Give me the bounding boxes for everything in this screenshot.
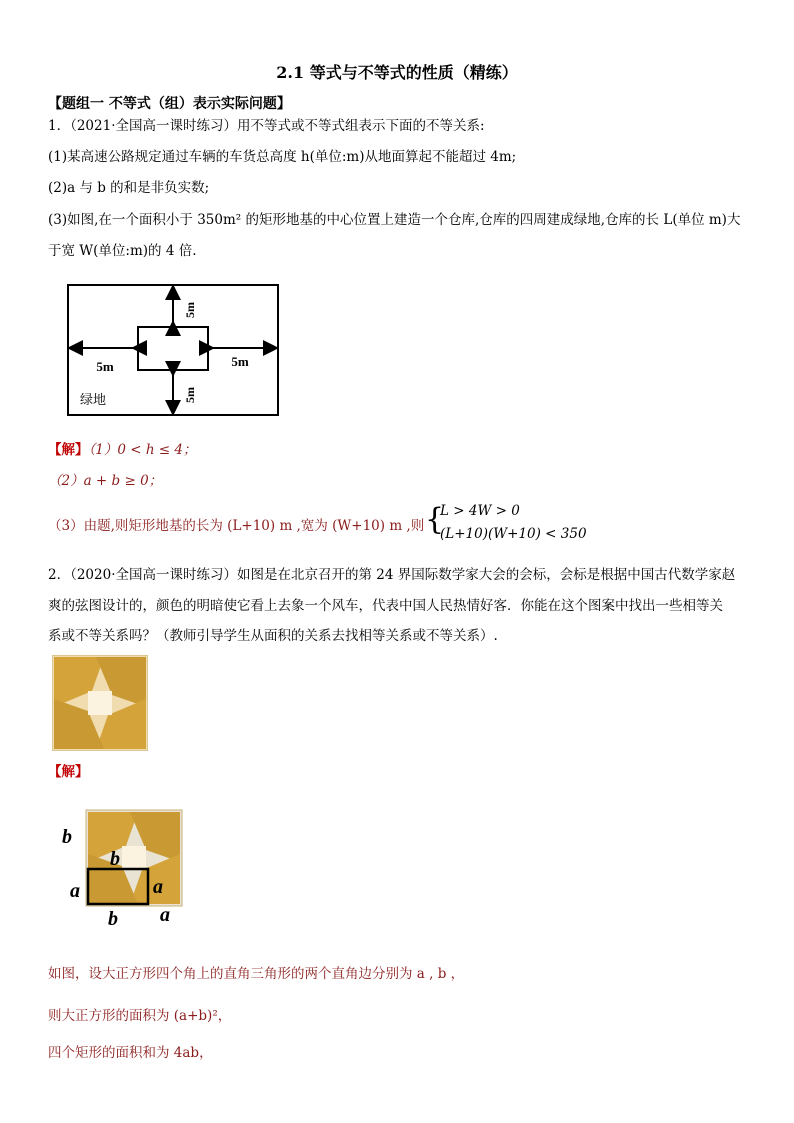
greenland-label: 绿地 <box>80 392 107 407</box>
page-title: 2.1 等式与不等式的性质（精练） <box>276 63 518 82</box>
q2-explanation-1: 如图，设大正方形四个角上的直角三角形的两个直角边分别为 a , b ， <box>48 966 465 982</box>
q1-part1: (1)某高速公路规定通过车辆的车货总高度 h(单位:m)从地面算起不能超过 4m; <box>48 149 517 165</box>
bottom-label: 5m <box>183 387 197 403</box>
q1-solution-tag: 【解】 <box>48 442 89 458</box>
q2-explanation-3: 四个矩形的面积和为 4ab， <box>48 1045 213 1061</box>
section-heading: 【题组一 不等式（组）表示实际问题】 <box>48 96 291 112</box>
pinwheel-figure <box>52 655 148 751</box>
labeled-pinwheel-figure <box>58 805 188 935</box>
system-brace: { <box>425 502 445 537</box>
q1-part3-line1: (3)如图,在一个面积小于 350m² 的矩形地基的中心位置上建造一个仓库,仓库的四周建成绿地,仓库的长 L(单位 m)大 <box>48 212 741 228</box>
q2-line-2: 爽的弦图设计的，颜色的明暗使它看上去象一个风车，代表中国人民热情好客．你能在这个图案中找出一些相等关 <box>48 598 723 614</box>
system-line-2: (L+10)(W+10) < 350 <box>440 526 587 542</box>
q1-answer-3: （3）由题,则矩形地基的长为 (L+10) m ,宽为 (W+10) m ,则 <box>48 518 425 534</box>
q2-explanation-2: 则大正方形的面积为 (a+b)²， <box>48 1008 232 1024</box>
label-a-bottom: a <box>160 904 170 926</box>
label-b-inner: b <box>110 848 120 870</box>
q2-line-1: 2．（2020·全国高一课时练习）如图是在北京召开的第 24 界国际数学家大会的会标，会标是根据中国古代数学家赵 <box>48 567 736 583</box>
q1-part2: (2)a 与 b 的和是非负实数; <box>48 180 210 196</box>
top-label: 5m <box>183 302 197 318</box>
label-a-right: a <box>153 876 163 898</box>
label-b-top: b <box>62 826 72 848</box>
warehouse-figure <box>60 280 290 420</box>
q2-solution-tag: 【解】 <box>48 764 89 780</box>
q2-line-3: 系或不等关系吗？（教师引导学生从面积的关系去找相等关系或不等关系）. <box>48 628 498 644</box>
q1-answers-1 <box>48 440 197 460</box>
label-b-bottom: b <box>108 908 118 930</box>
q1-answer-2: （2）a + b ≥ 0； <box>48 473 163 489</box>
q1-answer-1: （1）0 < h ≤ 4； <box>88 442 197 458</box>
warehouse-rectangle <box>138 327 208 370</box>
label-a-left: a <box>70 880 80 902</box>
system-line-1: L > 4W > 0 <box>440 503 520 519</box>
q1-stem: 1．（2021·全国高一课时练习）用不等式或不等式组表示下面的不等关系: <box>48 118 485 134</box>
q1-part3-line2: 于宽 W(单位:m)的 4 倍. <box>48 243 197 259</box>
left-label: 5m <box>96 359 114 374</box>
right-label: 5m <box>231 354 249 369</box>
